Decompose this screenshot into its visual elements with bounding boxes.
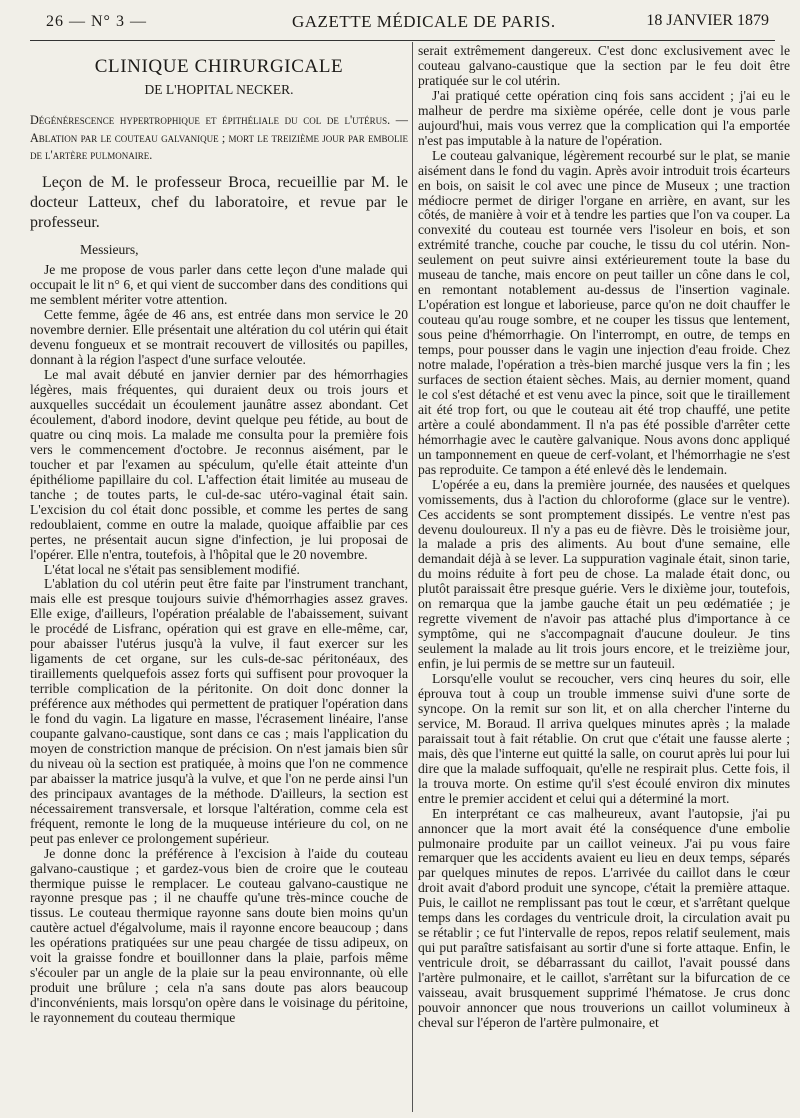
- column-divider: [412, 42, 413, 1112]
- salutation: Messieurs,: [80, 241, 139, 257]
- paragraph: Je donne donc la préférence à l'excision à l'aide du couteau galvano-caustique ; et gardez-vous bien de croire que le couteau thermique puisse le remplacer. Le couteau galvano-caustique ne rayonne presque pas ; il ne chauffe qu'une très-mince couche de tissus. Le couteau thermique rayonne sans doute bien moins qu'un cautère actuel d'égalvolume, mais il rayonne encore beaucoup ; dans les opérations pratiquées sur une peau chargée de tissu adipeux, on voit la graisse fondre et bouillonner dans la plaie, parfois même s'écouler par un angle de la plaie sur la peau environnante, où elle produit une brûlure ; cela n'a sans doute pas alors beaucoup d'inconvénients, mais lorsqu'on opère dans le voisinage du péritoine, le rayonnement du couteau thermique: [30, 845, 408, 1026]
- right-column: [418, 44, 790, 1031]
- page-number-value: 26: [46, 13, 64, 30]
- page-header: [30, 6, 775, 32]
- paragraph: L'ablation du col utérin peut être faite par l'instrument tranchant, mais elle est presque toujours suivie d'hémorrhagies assez graves. Elle exige, d'ailleurs, l'opération préalable de l'abaissement, suivant le procédé de Lisfranc, opération qui est grave en elle-même, car, pour abaisser l'utérus jusqu'à la vulve, il faut exercer sur les ligaments de cet organe, sur les culs-de-sac péritonéaux, des tiraillements quelquefois assez forts qui suffisent pour provoquer la terrible complication de la péritonite. On doit donc donner la préférence aux méthodes qui permettent de pratiquer l'opération dans le fond du vagin. La ligature en masse, l'écrasement linéaire, l'anse coupante galvano-caustique, sont dans ce cas ; mais l'application du moyen de constriction manque de précision. On n'est jamais bien sûr du niveau où la section est pratiquée, à moins que l'on ne commence par abaisser la matrice jusqu'à la vulve, et que l'on ne perde ainsi l'un des principaux avantages de la méthode. D'ailleurs, la section est nécessairement transversale, et lorsque l'altération, comme cela est fréquent, remonte le long de la muqueuse intérieure du col, on ne peut pas enlever ce prolongement supérieur.: [30, 576, 408, 846]
- issue-number: — N° 3 —: [69, 13, 147, 30]
- paragraph: L'état local ne s'était pas sensiblement modifié.: [44, 561, 300, 577]
- paragraph: L'opérée a eu, dans la première journée, des nausées et quelques vomissements, dus à l'action du chloroforme (glace sur le ventre). Ces accidents se sont promptement dissipés. Le ventre n'est pas devenu douloureux. Il n'y a pas eu de fièvre. Dès le troisième jour, la malade a pris des aliments. Au bout d'une semaine, elle demandait déjà à se lever. La suppuration vaginale était, sinon tarie, du moins réduite à fort peu de chose. La malade était donc, ou plutôt paraissait être presque guérie. Vers le dixième jour, toutefois, on remarqua que la jambe gauche était un peu œdématiée ; je regrette vivement de n'avoir pas attaché plus d'importance à ce symptôme, qui ne s'accompagnait d'aucune douleur. Je tins seulement la malade au lit trois jours encore, et le treizième jour, enfin, je lui permis de se mettre sur un fauteuil.: [418, 476, 790, 672]
- left-column: [30, 50, 408, 1026]
- issue-date: 18 JANVIER 1879: [646, 12, 769, 29]
- paragraph: serait extrêmement dangereux. C'est donc exclusivement avec le couteau galvano-caustique que la section par le feu doit être pratiquée sur le col utérin.: [418, 43, 790, 88]
- paragraph: J'ai pratiqué cette opération cinq fois sans accident ; j'ai eu le malheur de perdre ma sixième opérée, celle dont je vous parle aujourd'hui, mais vous verrez que la complication qui l'a emportée n'est pas imputable à la nature de l'opération.: [418, 87, 790, 148]
- header-rule: [30, 40, 775, 41]
- article-title: CLINIQUE CHIRURGICALE: [94, 56, 344, 77]
- lecture-byline: Leçon de M. le professeur Broca, recueillie par M. le docteur Latteux, chef du laboratoire, et revue par le professeur.: [30, 173, 408, 231]
- paragraph: Je me propose de vous parler dans cette leçon d'une malade qui occupait le lit n° 6, et qui vient de succomber dans des conditions qui me semblent mériter votre attention.: [30, 262, 408, 308]
- paragraph: Le mal avait débuté en janvier dernier par des hémorrhagies légères, mais fréquentes, qui duraient deux ou trois jours et auxquelles succédait un écoulement jaunâtre assez abondant. Cet écoulement, d'abord inodore, devint quelque peu fétide, au bout de quatre ou cinq mois. La malade me consulta pour la première fois vers le commencement d'octobre. Je reconnus aisément, par le toucher et par l'examen au spéculum, qu'elle était atteinte d'un épithéliome papillaire du col. L'affection était limitée au museau de tanche ; de toutes parts, le cul-de-sac utéro-vaginal était sain. L'excision du col était donc possible, et comme les pertes de sang redoublaient, comme en outre la malade, quoique affaiblie par ces pertes, ne présentait aucun signe d'infection, je lui proposai de l'opérer. Elle n'entra, toutefois, à l'hôpital que le 20 novembre.: [30, 367, 408, 562]
- paragraph: Le couteau galvanique, légèrement recourbé sur le plat, se manie aisément dans le fond du vagin. Après avoir introduit trois écarteurs en bois, on saisit le col avec une pince de Museux ; une traction médiocre permet de diriger l'organe en arrière, en avant, sur les côtés, de manière à voir et à tendre les parties que l'on va couper. La convexité du couteau est tournée vers l'isoleur en bois, et son extrémité tranche, couche par couche, le tissu du col utérin. Non-seulement on peut suivre ainsi extérieurement toute la base du museau de tanche, mais encore on peut tailler un cône dans le col, en remontant notablement au-dessus de l'insertion vaginale. L'opération est longue et laborieuse, parce qu'on ne doit chauffer le couteau qu'au rouge sombre, et ne couper les tissus que lentement, sous peine d'hémorrhagie. On l'interrompt, en outre, de temps en temps, pour pousser dans le vagin une injection d'eau froide. Chez notre malade, l'opération a très-bien marché jusque vers la fin ; les surfaces de section étaient sèches. Mais, au dernier moment, quand le col s'est détaché et est venu avec la pince, soit que le tiraillement ait été trop fort, ou que le couteau ait été trop chauffé, une petite artère a coulé abondamment. Il n'a pas été possible d'arrêter cette hémorrhagie avec le cautère galvanique. Nous avons donc appliqué un tamponnement en queue de cerf-volant, et l'hémorrhagie ne s'est pas reproduite. Ce tampon a été enlevé dès le lendemain.: [418, 147, 790, 477]
- journal-title: GAZETTE MÉDICALE DE PARIS.: [292, 12, 556, 31]
- paragraph: En interprétant ce cas malheureux, avant l'autopsie, j'ai pu annoncer que la mort avait été la conséquence d'une embolie pulmonaire produite par un caillot veineux. J'ai pu vous faire remarquer que les accidents avaient eu lieu en deux temps, séparés par quelques minutes de repos. L'arrivée du caillot dans le cœur droit avait d'abord produit une syncope, c'était la première attaque. Puis, le caillot ne remplissant pas tout le cœur, et s'arrêtant quelque temps dans les cordages du ventricule droit, la circulation avait pu se rétablir ; ce fut l'intervalle de repos, repos relatif seulement, mais qui put paraître satisfaisant au sortir d'une si forte attaque. Enfin, le ventricule droit, se débarrassant du caillot, l'avait poussé dans l'artère pulmonaire, et le caillot, s'arrêtant sur la bifurcation de ce vaisseau, avait brusquement supprimé l'hématose. Je crus donc pouvoir annoncer que nous trouverions un caillot volumineux à cheval sur l'éperon de l'artère pulmonaire, et: [418, 805, 790, 1030]
- article-abstract: Dégénérescence hypertrophique et épithéliale du col de l'utérus. — Ablation par le couteau galvanique ; mort le treizième jour par embolie de l'artère pulmonaire.: [30, 113, 408, 162]
- paragraph: Cette femme, âgée de 46 ans, est entrée dans mon service le 20 novembre dernier. Elle présentait une altération du col utérin qui était devenu fongueux et se montrait recouvert de villosités ou papilles, donnant à la région l'aspect d'une surface veloutée.: [30, 307, 408, 368]
- paragraph: Lorsqu'elle voulut se recoucher, vers cinq heures du soir, elle éprouva tout à coup un trouble immense suivi d'une sorte de syncope. On la remit sur son lit, et on alla chercher l'interne du service, M. Boraud. Il arriva quelques minutes après ; la malade paraissait tout à fait rétablie. On crut que c'était une fausse alerte ; mais, dès que l'interne eut quitté la salle, on courut après lui pour lui dire que la malade suffoquait, qu'elle ne respirait plus. Cette fois, il la trouva morte. On estime qu'il s'est écoulé environ dix minutes entre le premier accident et celui qui a déterminé la mort.: [418, 671, 790, 806]
- article-subtitle: DE L'HOPITAL NECKER.: [144, 82, 294, 97]
- page-number: [46, 13, 147, 31]
